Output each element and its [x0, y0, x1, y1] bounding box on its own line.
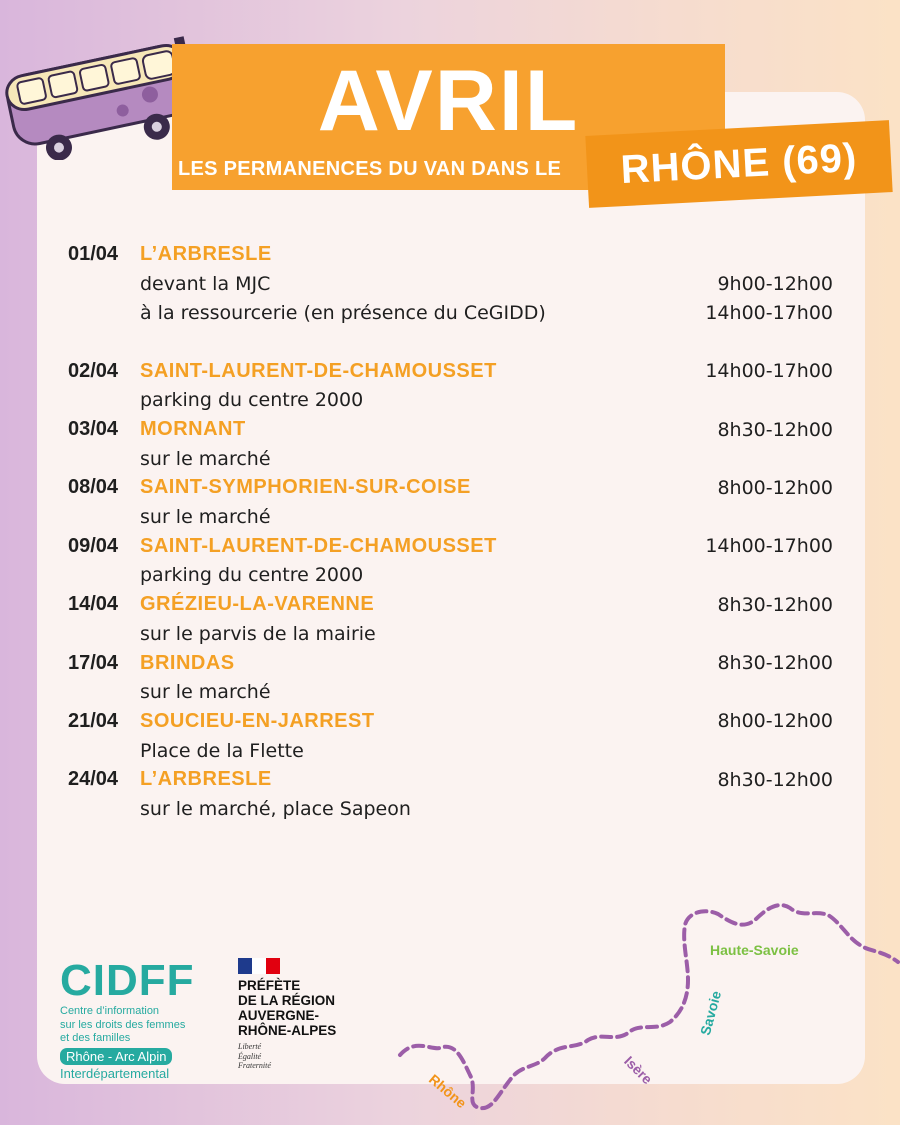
entry-place: SAINT-LAURENT-DE-CHAMOUSSET: [140, 534, 497, 557]
schedule-entry: [68, 532, 833, 590]
entry-date: 03/04: [68, 418, 119, 441]
entry-time: 8h00-12h00: [717, 476, 833, 499]
entry-place: BRINDAS: [140, 651, 235, 674]
marianne-flag-icon: [238, 958, 280, 974]
entry-place: L’ARBRESLE: [140, 243, 272, 266]
entry-place: SOUCIEU-EN-JARREST: [140, 709, 375, 732]
entry-date: 24/04: [68, 768, 119, 791]
entry-time: 8h30-12h00: [717, 593, 833, 616]
entry-date: 01/04: [68, 243, 119, 266]
entry-place: MORNANT: [140, 418, 246, 441]
entry-date: 08/04: [68, 476, 119, 499]
prefecture-logo: [238, 958, 378, 1071]
department-label: RHÔNE (69): [619, 135, 859, 192]
entry-place: SAINT-LAURENT-DE-CHAMOUSSET: [140, 359, 497, 382]
entry-detail: sur le marché, place Sapeon: [140, 797, 411, 820]
entry-place: GRÉZIEU-LA-VARENNE: [140, 593, 375, 616]
cidff-logo: [60, 958, 220, 1081]
schedule-entry: [68, 240, 833, 328]
entry-date: 17/04: [68, 651, 119, 674]
schedule-entry: [68, 473, 833, 531]
map-label-isere: Isère: [621, 1052, 656, 1088]
schedule-entry: [68, 590, 833, 648]
region-map: [370, 890, 900, 1125]
cidff-subtitle: Interdépartemental: [60, 1065, 170, 1081]
entry-time: 8h00-12h00: [717, 710, 833, 733]
cidff-tagline: Centre d’information: [60, 1005, 160, 1017]
entry-place: L’ARBRESLE: [140, 768, 272, 791]
entry-time: 14h00-17h00: [705, 360, 833, 383]
entry-detail: sur le marché: [140, 447, 271, 470]
page-subtitle: LES PERMANENCES DU VAN DANS LE: [178, 158, 562, 180]
page-title: AVRIL: [317, 53, 580, 149]
entry-date: 09/04: [68, 534, 119, 557]
entry-detail: à la ressourcerie (en présence du CeGIDD): [140, 301, 546, 324]
schedule-entry: [68, 765, 833, 823]
cidff-tagline: et des familles: [60, 1032, 131, 1044]
entry-time: 8h30-12h00: [717, 768, 833, 791]
map-label-haute-savoie: Haute-Savoie: [710, 942, 799, 958]
entry-date: 02/04: [68, 359, 119, 382]
cidff-wordmark: CIDFF: [60, 956, 195, 1005]
prefecture-motto: Liberté Égalité Fraternité: [238, 1042, 271, 1070]
entry-place: SAINT-SYMPHORIEN-SUR-COISE: [140, 476, 471, 499]
entry-detail: parking du centre 2000: [140, 564, 364, 587]
entry-detail-time: 14h00-17h00: [705, 301, 833, 324]
entry-detail: sur le parvis de la mairie: [140, 622, 376, 645]
cidff-region-band: Rhône - Arc Alpin: [60, 1048, 172, 1065]
entry-detail-time: 9h00-12h00: [717, 272, 833, 295]
cidff-tagline: sur les droits des femmes: [60, 1018, 186, 1031]
entry-detail: Place de la Flette: [140, 739, 304, 762]
entry-date: 14/04: [68, 593, 119, 616]
entry-time: 8h30-12h00: [717, 418, 833, 441]
prefecture-name: PRÉFÈTE DE LA RÉGION AUVERGNE- RHÔNE-ALPES: [238, 978, 337, 1038]
entry-detail: sur le marché: [140, 681, 271, 704]
schedule-entry: [68, 707, 833, 765]
entry-detail: parking du centre 2000: [140, 389, 364, 412]
schedule-entry: [68, 415, 833, 473]
schedule-list: [68, 240, 833, 824]
entry-time: 14h00-17h00: [705, 535, 833, 558]
entry-detail: sur le marché: [140, 506, 271, 529]
schedule-entry: [68, 648, 833, 706]
map-label-rhone: Rhône: [425, 1070, 470, 1112]
map-label-savoie: Savoie: [697, 989, 725, 1037]
entry-detail: devant la MJC: [140, 272, 271, 295]
entry-time: 8h30-12h00: [717, 652, 833, 675]
schedule-entry: [68, 357, 833, 415]
entry-date: 21/04: [68, 709, 119, 732]
